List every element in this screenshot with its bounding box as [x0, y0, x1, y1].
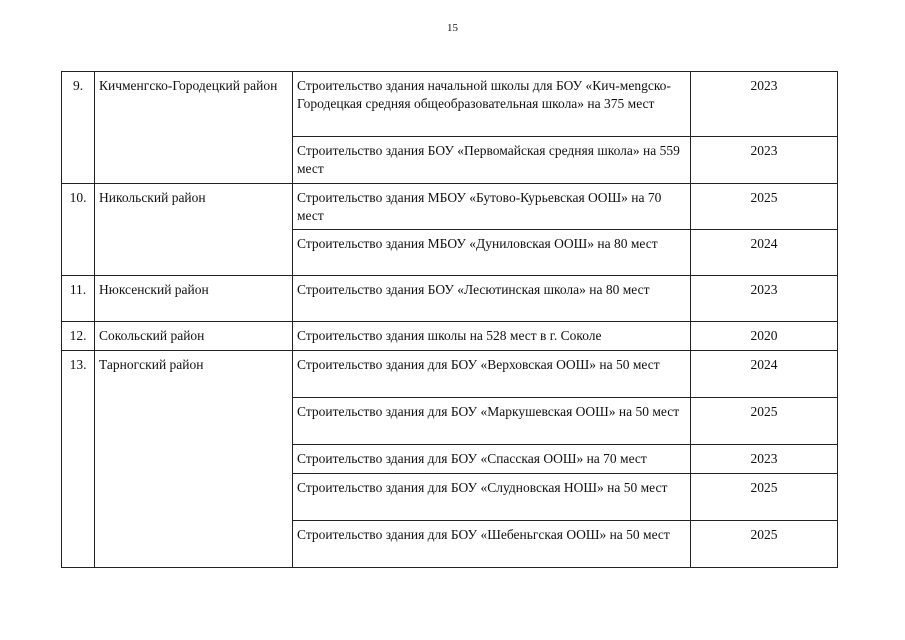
- row-number: 12.: [62, 322, 95, 351]
- project-description: Строительство здания для БОУ «Слудновская НОШ» на 50 мест: [293, 474, 691, 521]
- project-year: 2025: [691, 184, 838, 230]
- district-name: Никольский район: [95, 184, 293, 276]
- project-year: 2023: [691, 72, 838, 137]
- district-name: Нюксенский район: [95, 276, 293, 322]
- project-description: Строительство здания для БОУ «Шебеньгская ООШ» на 50 мест: [293, 521, 691, 568]
- district-name: Сокольский район: [95, 322, 293, 351]
- project-year: 2023: [691, 445, 838, 474]
- project-description: Строительство здания для БОУ «Спасская ООШ» на 70 мест: [293, 445, 691, 474]
- row-number: 11.: [62, 276, 95, 322]
- table-row: [62, 184, 838, 230]
- project-year: 2024: [691, 230, 838, 276]
- table-row: [62, 72, 838, 137]
- project-year: 2025: [691, 398, 838, 445]
- district-name: Кичменгско-Городецкий район: [95, 72, 293, 184]
- row-number: 13.: [62, 351, 95, 568]
- page-number: 15: [447, 22, 458, 34]
- project-description: Строительство здания для БОУ «Маркушевская ООШ» на 50 мест: [293, 398, 691, 445]
- project-year: 2023: [691, 276, 838, 322]
- district-name: Тарногский район: [95, 351, 293, 568]
- project-description: Строительство здания начальной школы для БОУ «Кич-мengско-Городецкая средняя общеобразовательная школа» на 375 мест: [293, 72, 691, 137]
- project-year: 2025: [691, 474, 838, 521]
- project-year: 2024: [691, 351, 838, 398]
- project-year: 2020: [691, 322, 838, 351]
- project-description: Строительство здания МБОУ «Бутово-Курьевская ООШ» на 70 мест: [293, 184, 691, 230]
- project-description: Строительство здания БОУ «Лесютинская школа» на 80 мест: [293, 276, 691, 322]
- project-year: 2025: [691, 521, 838, 568]
- project-description: Строительство здания БОУ «Первомайская средняя школа» на 559 мест: [293, 137, 691, 184]
- project-description: Строительство здания школы на 528 мест в г. Соколе: [293, 322, 691, 351]
- table-row: [62, 322, 838, 351]
- row-number: 9.: [62, 72, 95, 184]
- table-row: [62, 351, 838, 398]
- project-description: Строительство здания МБОУ «Дуниловская ООШ» на 80 мест: [293, 230, 691, 276]
- row-number: 10.: [62, 184, 95, 276]
- table-row: [62, 276, 838, 322]
- project-description: Строительство здания для БОУ «Верховская ООШ» на 50 мест: [293, 351, 691, 398]
- districts-table: [61, 71, 838, 568]
- project-year: 2023: [691, 137, 838, 184]
